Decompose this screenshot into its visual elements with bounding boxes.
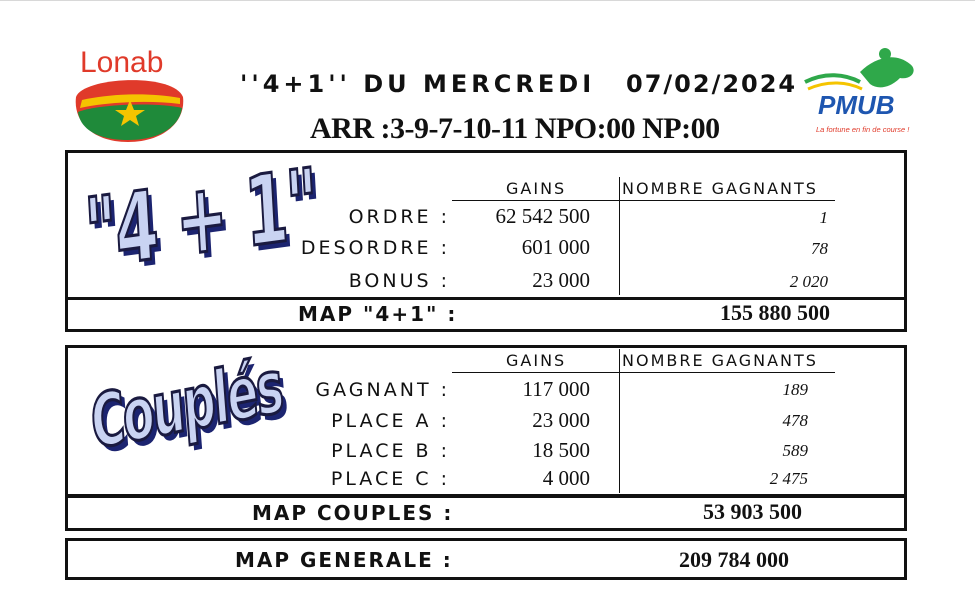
map-generale-value: 209 784 000 [679, 547, 789, 572]
row-gains: 18 500 [532, 438, 590, 462]
row-label: DESORDRE : [300, 237, 450, 259]
lonab-logo-text: Lonab [80, 46, 164, 79]
row-winners: 589 [782, 441, 808, 460]
row-gains: 62 542 500 [495, 204, 590, 228]
row-winners: 189 [782, 380, 808, 399]
pmub-logo [800, 42, 925, 142]
column-divider [619, 177, 620, 295]
row-label: GAGNANT : [315, 379, 450, 401]
row-label: PLACE A : [331, 410, 450, 432]
map-couples-label: MAP COUPLES : [252, 501, 454, 525]
map-4plus1-value: 155 880 500 [720, 300, 830, 325]
row-winners: 2 475 [769, 469, 808, 488]
row-gains: 23 000 [532, 268, 590, 292]
pmub-tagline: La fortune en fin de course ! [816, 125, 910, 134]
arrival-line: ARR :3-9-7-10-11 NPO:00 NP:00 [310, 112, 720, 145]
row-gains: 117 000 [522, 377, 590, 401]
row-winners: 1 [819, 208, 828, 227]
map-generale-label: MAP GENERALE : [235, 548, 453, 572]
table-header-rule [452, 200, 835, 201]
section-couples-art-title: Couplés [88, 342, 285, 466]
map-4plus1-label: MAP "4+1" : [298, 302, 458, 326]
row-label: PLACE B : [331, 440, 450, 462]
row-winners: 478 [782, 411, 808, 430]
row-gains: 601 000 [521, 235, 590, 259]
col-winners-header: NOMBRE GAGNANTS [622, 351, 818, 370]
col-winners-header: NOMBRE GAGNANTS [622, 179, 818, 198]
lonab-logo [68, 42, 188, 152]
section-4plus1-art-title: "4 + 1" [82, 146, 320, 291]
col-gains-header: GAINS [506, 351, 567, 370]
row-gains: 23 000 [532, 408, 590, 432]
map-couples-value: 53 903 500 [703, 499, 802, 524]
row-label: BONUS : [348, 270, 450, 292]
row-label: ORDRE : [348, 206, 450, 228]
row-winners: 2 020 [789, 272, 828, 291]
col-gains-header: GAINS [506, 179, 567, 198]
pmub-logo-text: PMUB [818, 90, 895, 120]
row-label: PLACE C : [330, 468, 450, 490]
table-header-rule [452, 372, 835, 373]
draw-date: 07/02/2024 [626, 70, 798, 98]
row-gains: 4 000 [542, 466, 590, 490]
page-title: ''4+1'' DU MERCREDI [240, 70, 596, 98]
row-winners: 78 [811, 239, 828, 258]
top-border [0, 0, 975, 1]
